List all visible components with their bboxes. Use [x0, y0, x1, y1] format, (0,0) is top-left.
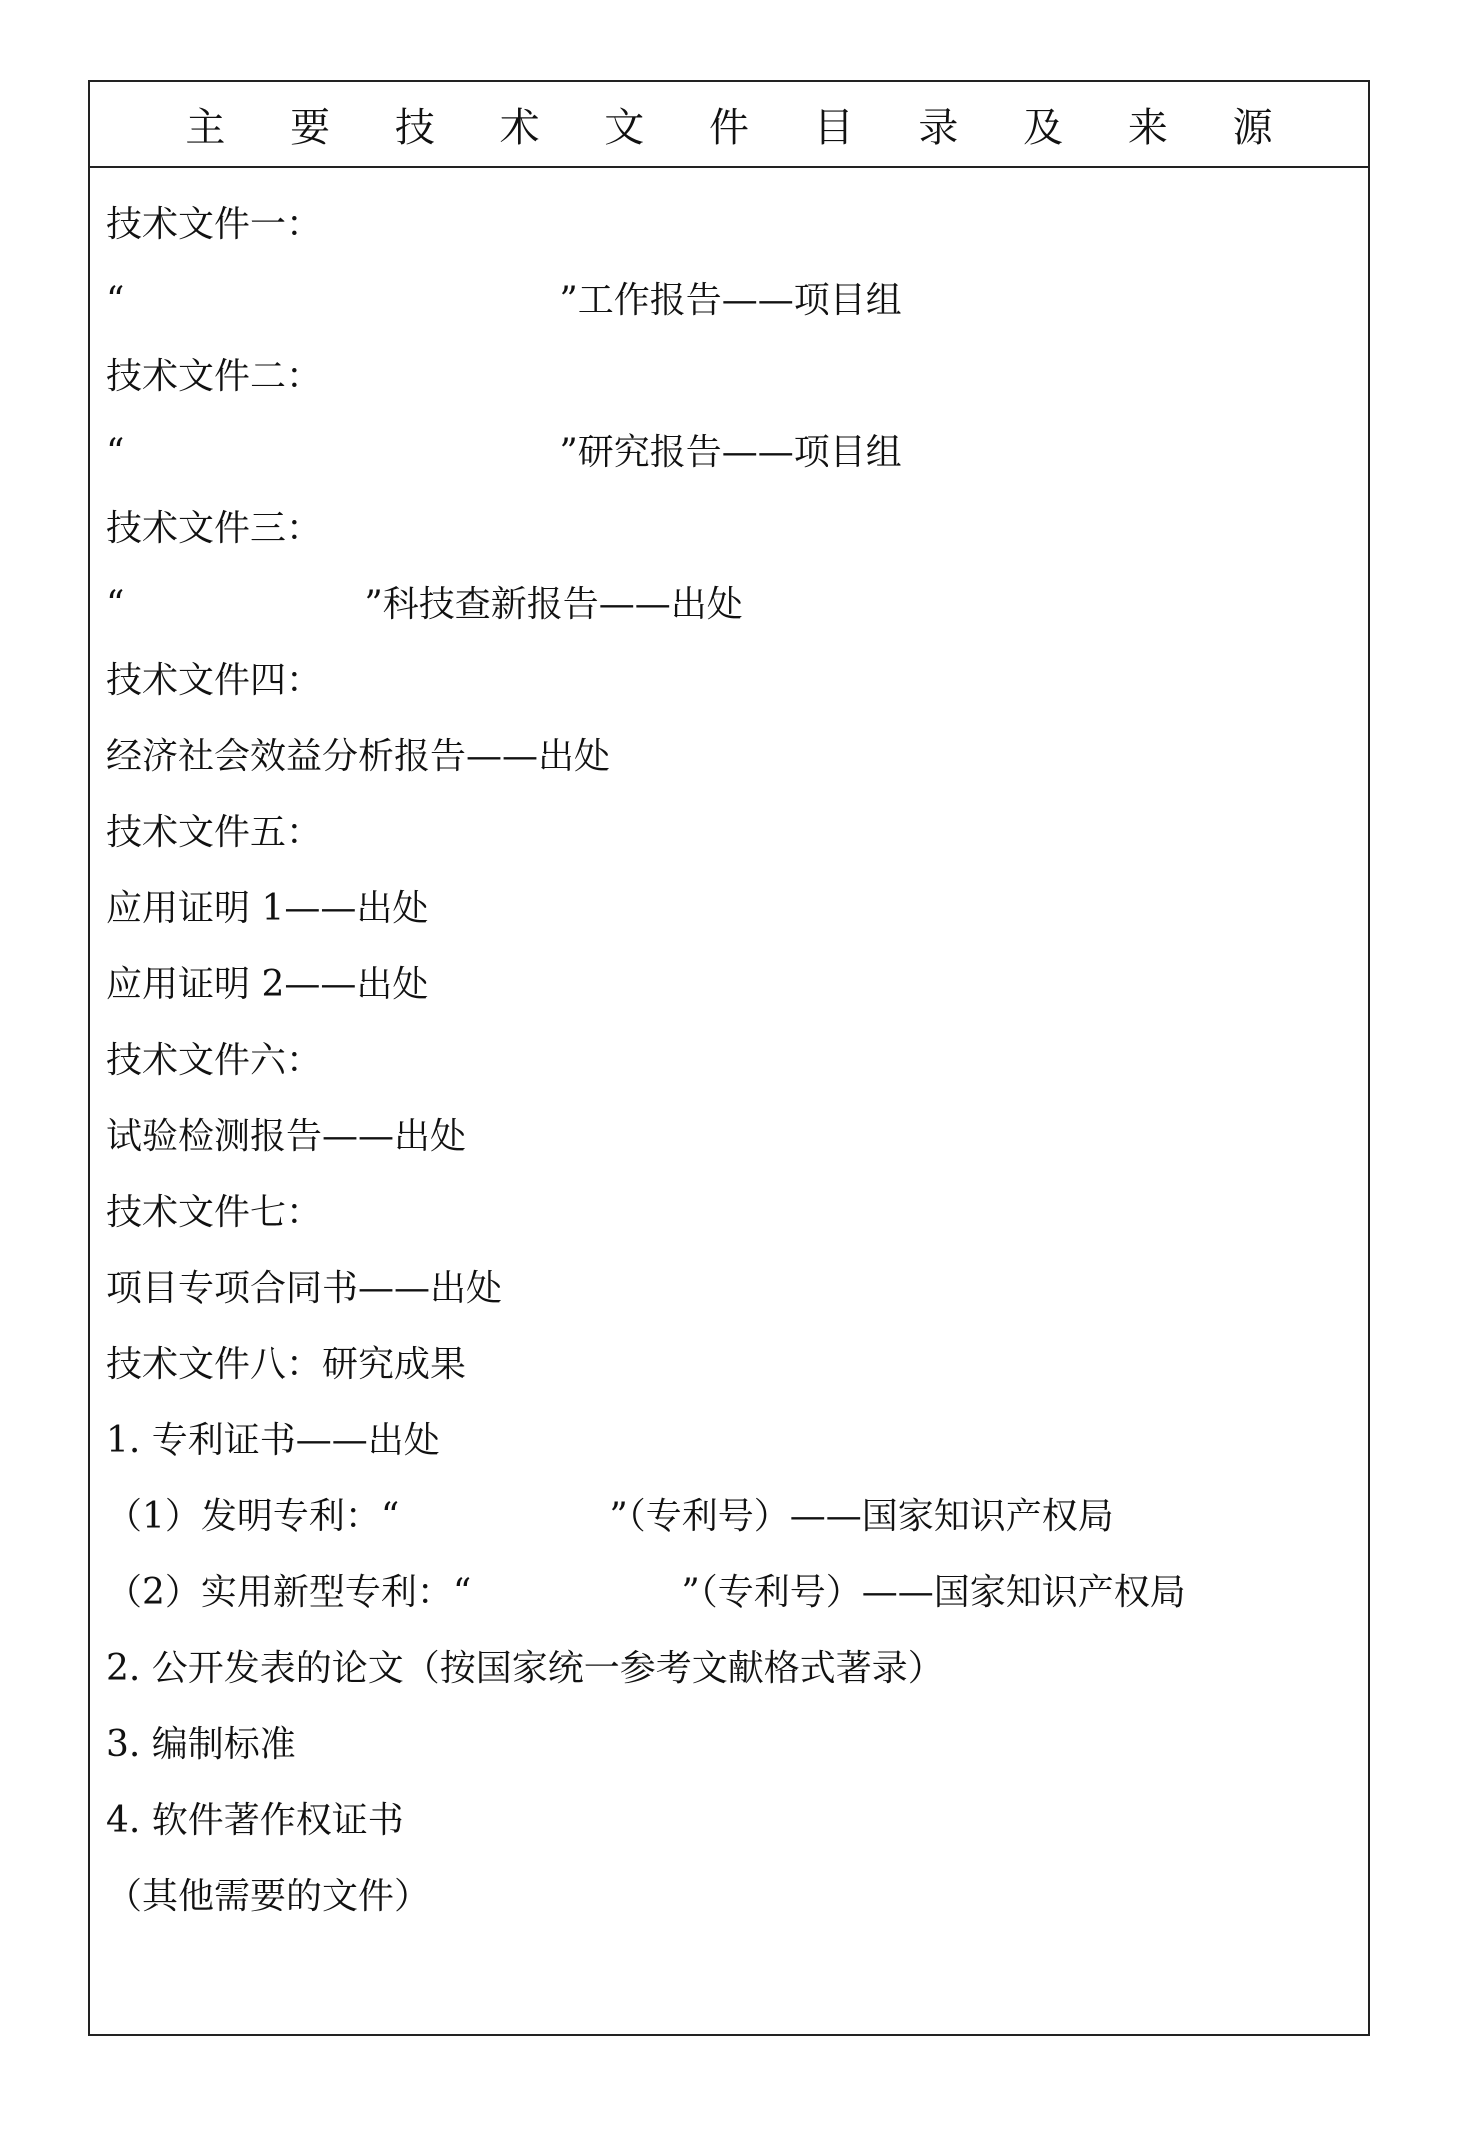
- tech-file-1-item: [106, 279, 902, 323]
- open-quote: “: [106, 280, 125, 321]
- tech-file-1-heading: 技术文件一：: [106, 204, 323, 245]
- standards-item: 3. 编制标准: [106, 1724, 296, 1765]
- invention-patent-label: （1）发明专利：“: [106, 1496, 400, 1537]
- document-frame: [88, 80, 1370, 2036]
- software-copyright-item: 4. 软件著作权证书: [106, 1800, 404, 1841]
- header-row: [90, 82, 1368, 168]
- tech-file-3-text: ”科技查新报告——出处: [364, 584, 743, 625]
- tech-file-3-heading: 技术文件三：: [106, 508, 323, 549]
- tech-file-8-heading: 技术文件八：研究成果: [106, 1344, 467, 1385]
- tech-file-2-item: [106, 431, 902, 475]
- tech-file-2-heading: 技术文件二：: [106, 356, 323, 397]
- utility-patent-source: ”（专利号）——国家知识产权局: [681, 1572, 1186, 1613]
- invention-patent-item: [106, 1495, 1114, 1539]
- tech-file-6-item: 试验检测报告——出处: [106, 1116, 467, 1157]
- tech-file-7-item: 项目专项合同书——出处: [106, 1268, 503, 1309]
- tech-file-4-item: 经济社会效益分析报告——出处: [106, 736, 611, 777]
- invention-patent-source: ”（专利号）——国家知识产权局: [609, 1496, 1114, 1537]
- tech-file-1-text: ”工作报告——项目组: [559, 280, 902, 321]
- open-quote: “: [106, 584, 125, 625]
- utility-patent-item: [106, 1571, 1186, 1615]
- other-files-item: （其他需要的文件）: [106, 1876, 431, 1917]
- patent-certificate-item: 1. 专利证书——出处: [106, 1420, 440, 1461]
- utility-patent-label: （2）实用新型专利：“: [106, 1572, 472, 1613]
- papers-item: 2. 公开发表的论文（按国家统一参考文献格式著录）: [106, 1648, 944, 1689]
- tech-file-6-heading: 技术文件六：: [106, 1040, 323, 1081]
- page-title: 主 要 技 术 文 件 目 录 及 来 源: [185, 104, 1299, 151]
- tech-file-5-item-1: 应用证明 1——出处: [106, 888, 429, 929]
- tech-file-2-text: ”研究报告——项目组: [559, 432, 902, 473]
- tech-file-4-heading: 技术文件四：: [106, 660, 323, 701]
- open-quote: “: [106, 432, 125, 473]
- tech-file-3-item: [106, 583, 743, 627]
- tech-file-7-heading: 技术文件七：: [106, 1192, 323, 1233]
- tech-file-5-heading: 技术文件五：: [106, 812, 323, 853]
- tech-file-5-item-2: 应用证明 2——出处: [106, 964, 429, 1005]
